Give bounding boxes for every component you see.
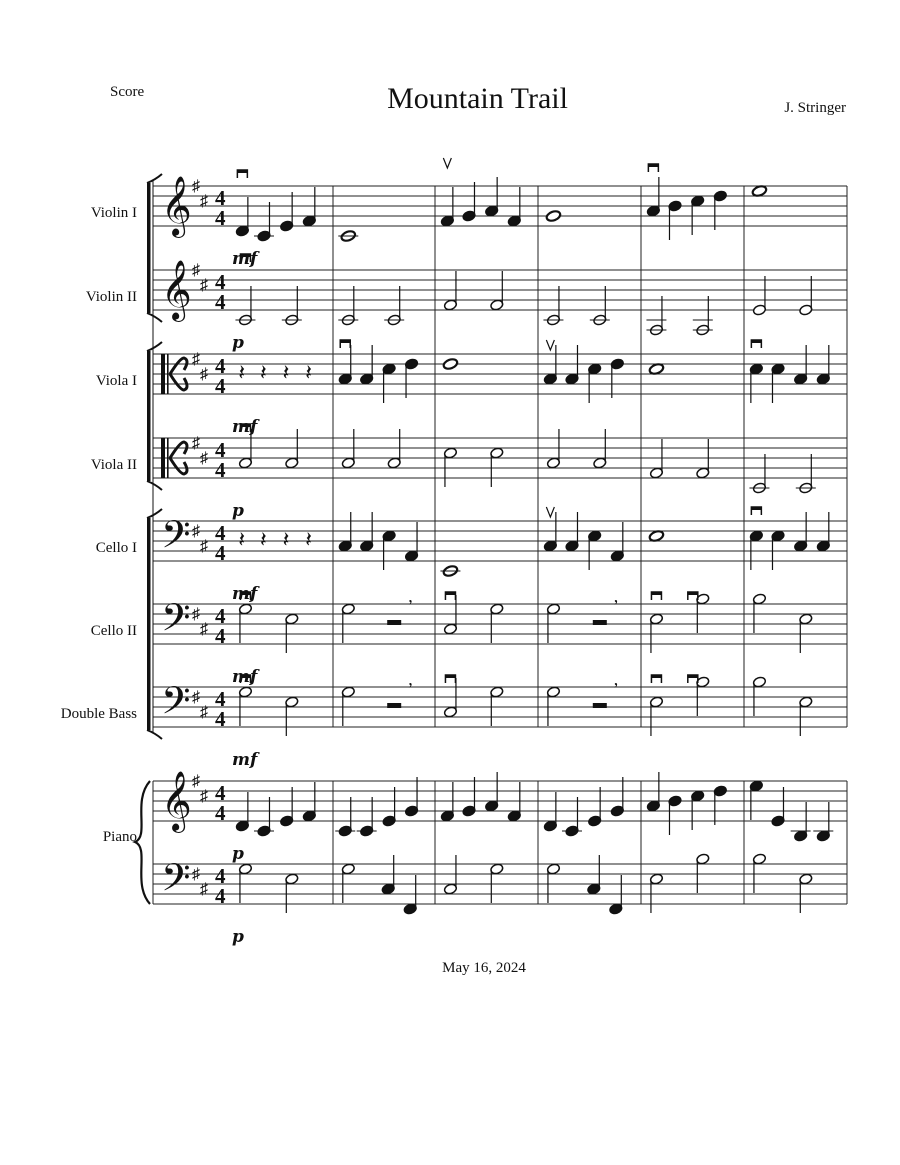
- quarter-note: [254, 202, 274, 242]
- quarter-rest: 𝄽: [259, 527, 267, 552]
- quarter-note: [235, 792, 249, 832]
- viola-bracket-top: [147, 342, 162, 351]
- time-sig-denominator: 4: [215, 884, 226, 908]
- quarter-note: [668, 200, 682, 240]
- quarter-note: [382, 363, 396, 403]
- instrument-label-cello-2: Cello II: [90, 623, 137, 639]
- sharp-sign: ♯: [200, 450, 208, 467]
- sharp-sign: ♯: [192, 178, 200, 195]
- quarter-note: [360, 512, 374, 552]
- half-note: [593, 429, 607, 469]
- quarter-note: [302, 782, 316, 822]
- half-note: [341, 603, 355, 643]
- quarter-note: [609, 875, 623, 915]
- half-note: [443, 595, 457, 635]
- low-strings-bracket-bottom: [147, 730, 162, 739]
- half-note: [238, 863, 252, 903]
- whole-note: [545, 210, 561, 223]
- quarter-note: [381, 855, 395, 895]
- half-note: [238, 603, 252, 643]
- half-note: [490, 447, 504, 487]
- quarter-note: [382, 530, 396, 570]
- quarter-note: [507, 187, 521, 227]
- half-note: [338, 286, 358, 326]
- instrument-label-violin-1: Violin I: [90, 205, 137, 221]
- quarter-note: [668, 795, 682, 835]
- quarter-note: [235, 197, 249, 237]
- dynamic-p: p: [232, 333, 244, 353]
- key-signatures: [192, 178, 208, 898]
- violin-bracket-top: [147, 174, 162, 183]
- quarter-rest: 𝄽: [282, 527, 290, 552]
- breath-mark: ,: [613, 586, 619, 606]
- system-brackets: [135, 174, 162, 904]
- down-bow-mark: [651, 592, 661, 600]
- time-sig-numerator: 4: [215, 604, 226, 628]
- quarter-note: [794, 345, 808, 385]
- down-bow-mark: [688, 592, 698, 600]
- viola-bracket-bottom: [147, 481, 162, 490]
- instrument-label-double-bass: Double Bass: [60, 706, 137, 722]
- half-note: [649, 696, 663, 736]
- quarter-note: [771, 787, 785, 827]
- down-bow-mark: [340, 340, 350, 348]
- violin-bracket: [147, 183, 151, 313]
- half-note: [443, 678, 457, 718]
- viola-bracket: [147, 351, 151, 481]
- quarter-note: [382, 787, 396, 827]
- clefs: [161, 176, 192, 908]
- quarter-rest: 𝄽: [305, 360, 313, 385]
- quarter-note: [280, 192, 294, 232]
- instrument-label-viola-1: Viola I: [95, 373, 137, 389]
- half-note: [341, 686, 355, 726]
- instrument-label-piano: Piano: [102, 829, 137, 845]
- piano-brace: [135, 781, 150, 904]
- time-sig-denominator: 4: [215, 707, 226, 731]
- quarter-note: [813, 802, 833, 842]
- half-note: [649, 439, 663, 479]
- half-note: [490, 603, 504, 643]
- quarter-note: [771, 530, 785, 570]
- half-note: [546, 429, 560, 469]
- time-sig-numerator: 4: [215, 270, 226, 294]
- sharp-sign: ♯: [200, 193, 208, 210]
- quarter-rest: 𝄽: [238, 360, 246, 385]
- sharp-sign: ♯: [192, 435, 200, 452]
- quarter-note: [338, 345, 352, 385]
- half-note: [490, 271, 504, 311]
- up-bow-mark: [443, 158, 451, 168]
- time-sig-numerator: 4: [215, 781, 226, 805]
- half-note: [443, 271, 457, 311]
- time-sig-numerator: 4: [215, 521, 226, 545]
- half-note: [752, 676, 766, 716]
- half-note: [387, 429, 401, 469]
- quarter-note: [588, 363, 602, 403]
- half-note: [546, 863, 560, 903]
- bass-clef: 𝄢: [161, 857, 191, 908]
- half-note: [696, 439, 710, 479]
- half-note: [546, 686, 560, 726]
- half-note: [693, 296, 713, 336]
- instrument-label-viola-2: Viola II: [90, 457, 137, 473]
- time-sig-denominator: 4: [215, 290, 226, 314]
- quarter-note: [749, 530, 763, 570]
- half-note: [799, 613, 813, 653]
- half-note: [696, 853, 710, 893]
- treble-clef: 𝄞: [161, 773, 192, 830]
- quarter-note: [691, 195, 705, 235]
- whole-note: [442, 358, 458, 371]
- half-note: [384, 286, 404, 326]
- down-bow-mark: [237, 170, 247, 178]
- quarter-note: [691, 790, 705, 830]
- half-note: [752, 853, 766, 893]
- quarter-note: [565, 345, 579, 385]
- whole-note: [440, 565, 460, 578]
- quarter-note: [588, 787, 602, 827]
- half-note: [282, 286, 302, 326]
- dynamic-mf: mf: [232, 249, 258, 269]
- half-note: [285, 696, 299, 736]
- quarter-rest: 𝄽: [238, 527, 246, 552]
- half-note: [238, 686, 252, 726]
- breath-mark: ,: [408, 669, 413, 689]
- time-sig-denominator: 4: [215, 374, 226, 398]
- quarter-note: [587, 855, 601, 895]
- staff-lines: [153, 186, 847, 904]
- sharp-sign: ♯: [192, 606, 200, 623]
- quarter-note: [440, 782, 454, 822]
- time-sig-denominator: 4: [215, 458, 226, 482]
- time-sig-numerator: 4: [215, 687, 226, 711]
- time-sig-denominator: 4: [215, 624, 226, 648]
- half-note: [285, 429, 299, 469]
- half-note: [543, 286, 563, 326]
- time-sig-numerator: 4: [215, 864, 226, 888]
- quarter-note: [440, 187, 454, 227]
- sharp-sign: ♯: [192, 351, 200, 368]
- violin-bracket-bottom: [147, 313, 162, 322]
- half-note: [796, 454, 816, 494]
- quarter-note: [404, 358, 418, 398]
- half-rest: [593, 703, 607, 708]
- up-bow-mark: [546, 340, 554, 350]
- sharp-sign: ♯: [200, 788, 208, 805]
- barlines: [153, 186, 847, 904]
- dynamic-mf: mf: [232, 417, 258, 437]
- sharp-sign: ♯: [200, 277, 208, 294]
- half-note: [799, 276, 813, 316]
- half-note: [285, 873, 299, 913]
- quarter-note: [335, 797, 355, 837]
- breath-mark: ,: [613, 669, 619, 689]
- half-note: [443, 447, 457, 487]
- quarter-note: [403, 875, 417, 915]
- time-sig-denominator: 4: [215, 541, 226, 565]
- sharp-sign: ♯: [192, 523, 200, 540]
- sharp-sign: ♯: [192, 262, 200, 279]
- sharp-sign: ♯: [192, 866, 200, 883]
- instrument-label-violin-2: Violin II: [85, 289, 137, 305]
- sharp-sign: ♯: [200, 621, 208, 638]
- score-title: Mountain Trail: [387, 82, 568, 115]
- down-bow-mark: [445, 675, 455, 683]
- half-rest: [387, 703, 401, 708]
- bass-clef: 𝄢: [161, 680, 191, 731]
- quarter-note: [791, 802, 811, 842]
- quarter-note: [816, 345, 830, 385]
- quarter-note: [610, 522, 624, 562]
- time-sig-numerator: 4: [215, 354, 226, 378]
- dynamic-mf: mf: [232, 750, 258, 770]
- half-note: [490, 863, 504, 903]
- quarter-note: [646, 177, 660, 217]
- bass-clef: 𝄢: [161, 597, 191, 648]
- quarter-note: [254, 797, 274, 837]
- half-note: [285, 613, 299, 653]
- down-bow-mark: [688, 675, 698, 683]
- quarter-note: [338, 512, 352, 552]
- whole-note: [338, 230, 358, 243]
- time-signatures: [215, 186, 226, 908]
- half-note: [799, 696, 813, 736]
- half-rest: [387, 620, 401, 625]
- quarter-note: [462, 777, 476, 817]
- time-sig-numerator: 4: [215, 186, 226, 210]
- time-sig-denominator: 4: [215, 206, 226, 230]
- quarter-note: [462, 182, 476, 222]
- quarter-note: [771, 363, 785, 403]
- quarter-note: [749, 363, 763, 403]
- down-bow-mark: [751, 340, 761, 348]
- quarter-note: [404, 777, 418, 817]
- down-bow-mark: [445, 592, 455, 600]
- quarter-note: [610, 358, 624, 398]
- quarter-note: [565, 512, 579, 552]
- sharp-sign: ♯: [200, 704, 208, 721]
- dynamic-mf: mf: [232, 584, 258, 604]
- half-note: [749, 454, 769, 494]
- up-bow-mark: [546, 507, 554, 517]
- quarter-note: [280, 787, 294, 827]
- half-note: [649, 873, 663, 913]
- quarter-note: [485, 177, 499, 217]
- quarter-note: [357, 797, 377, 837]
- half-note: [752, 276, 766, 316]
- dynamic-p: p: [232, 927, 244, 947]
- quarter-rest: 𝄽: [305, 527, 313, 552]
- down-bow-mark: [651, 675, 661, 683]
- half-note: [341, 863, 355, 903]
- time-sig-numerator: 4: [215, 438, 226, 462]
- quarter-note: [562, 797, 582, 837]
- half-note: [546, 603, 560, 643]
- dynamic-p: p: [232, 501, 244, 521]
- quarter-note: [302, 187, 316, 227]
- quarter-note: [646, 772, 660, 812]
- half-note: [752, 593, 766, 633]
- bass-clef: 𝄢: [161, 514, 191, 565]
- quarter-rest: 𝄽: [259, 360, 267, 385]
- sharp-sign: ♯: [192, 689, 200, 706]
- score-label: Score: [110, 84, 145, 100]
- half-note: [490, 686, 504, 726]
- half-note: [235, 286, 255, 326]
- quarter-note: [588, 530, 602, 570]
- dynamic-p: p: [232, 844, 244, 864]
- sharp-sign: ♯: [192, 773, 200, 790]
- composer-name: J. Stringer: [784, 100, 846, 116]
- half-note: [799, 873, 813, 913]
- half-note: [649, 613, 663, 653]
- sharp-sign: ♯: [200, 366, 208, 383]
- half-note: [341, 429, 355, 469]
- quarter-note: [749, 780, 763, 820]
- sharp-sign: ♯: [200, 538, 208, 555]
- dynamic-mf: mf: [232, 667, 258, 687]
- half-note: [646, 296, 666, 336]
- quarter-note: [794, 512, 808, 552]
- down-bow-mark: [648, 164, 658, 172]
- half-rest: [593, 620, 607, 625]
- low-strings-bracket-top: [147, 509, 162, 518]
- down-bow-mark: [751, 507, 761, 515]
- low-strings-bracket: [147, 518, 151, 730]
- quarter-note: [507, 782, 521, 822]
- breath-mark: ,: [408, 586, 413, 606]
- time-sig-denominator: 4: [215, 801, 226, 825]
- treble-clef: 𝄞: [161, 262, 192, 319]
- score-date: May 16, 2024: [442, 960, 526, 976]
- quarter-note: [543, 792, 557, 832]
- half-note: [590, 286, 610, 326]
- sharp-sign: ♯: [200, 881, 208, 898]
- quarter-note: [610, 777, 624, 817]
- quarter-note: [485, 772, 499, 812]
- instrument-label-cello-1: Cello I: [95, 540, 137, 556]
- half-note: [443, 855, 457, 895]
- quarter-note: [816, 512, 830, 552]
- treble-clef: 𝄞: [161, 178, 192, 235]
- quarter-note: [404, 522, 418, 562]
- quarter-note: [360, 345, 374, 385]
- quarter-rest: 𝄽: [282, 360, 290, 385]
- quarter-note: [713, 190, 727, 230]
- quarter-note: [713, 785, 727, 825]
